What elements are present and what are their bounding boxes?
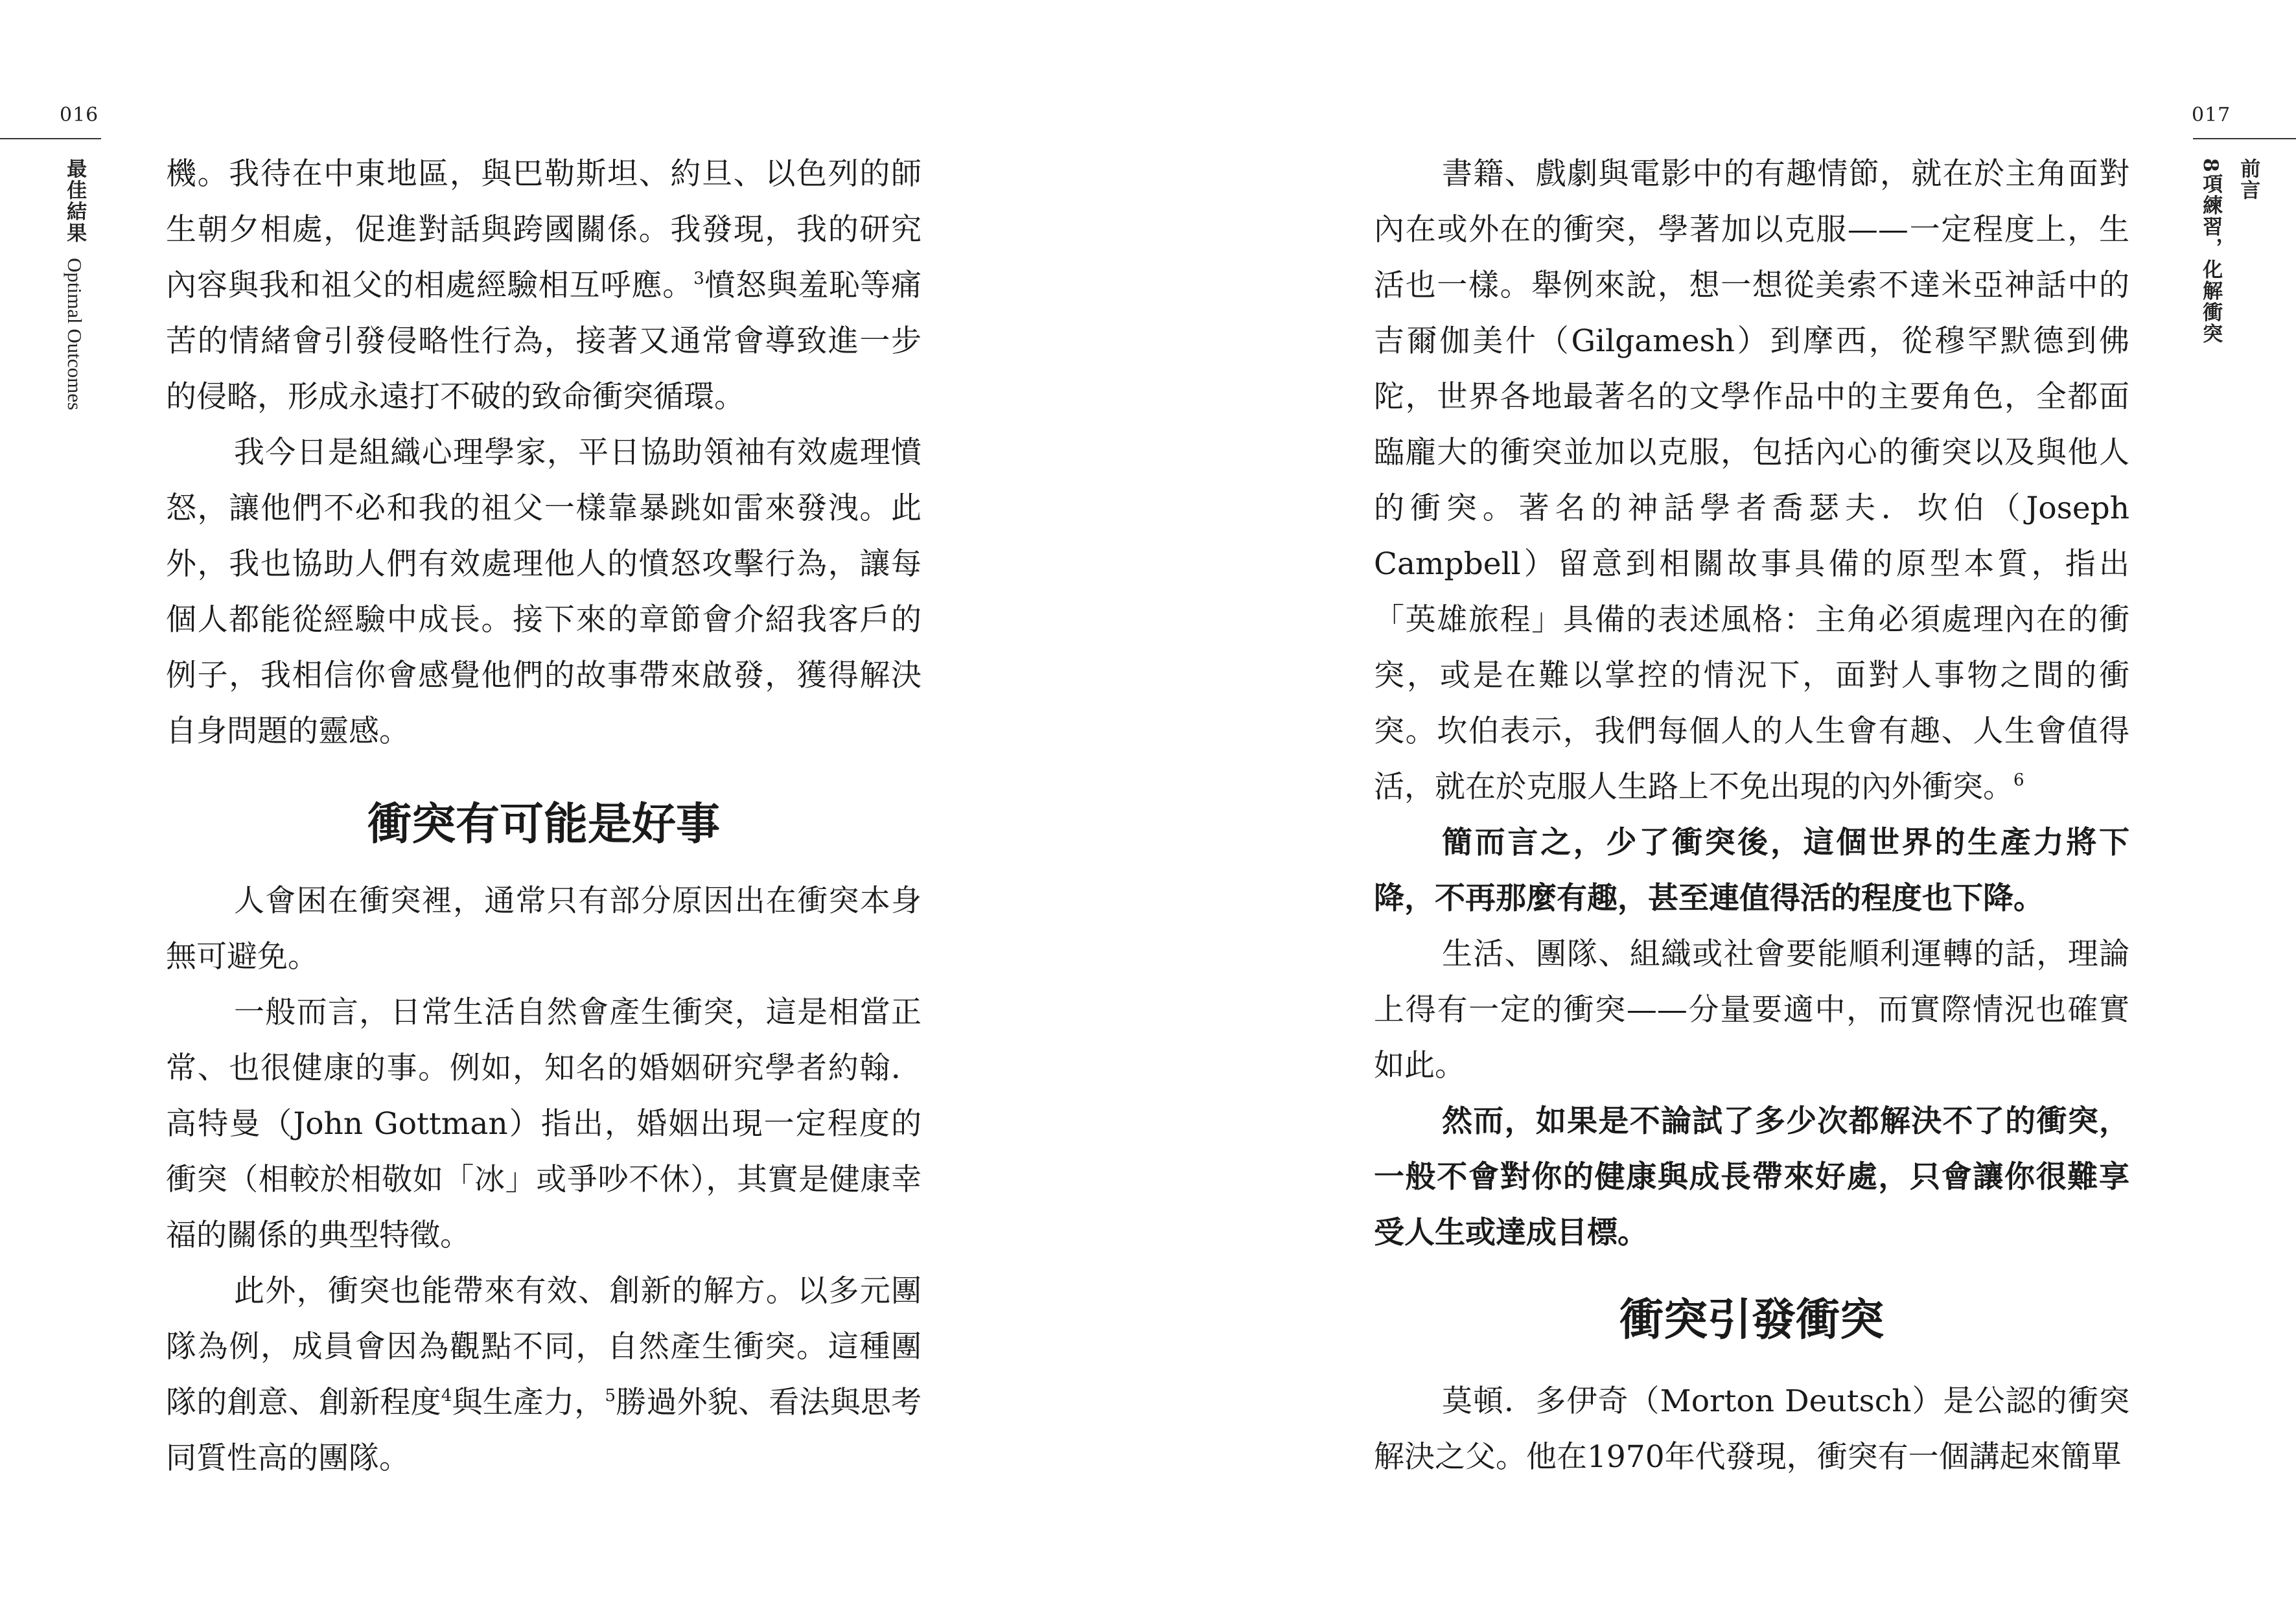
paragraph: 機。我待在中東地區，與巴勒斯坦、約旦、以色列的師生朝夕相處，促進對話與跨國關係。我發現，我的研究內容與我和祖父的相處經驗相互呼應。$^3$憤怒與羞恥等痛苦的情緒會引發侵略性行為，接著又通常會導致進一步的侵略，形成永遠打不破的致命衝突循環。 [166,156,922,415]
paragraph: 書籍、戲劇與電影中的有趣情節，就在於主角面對內在或外在的衝突，學著加以克服——一定程度上，生活也一樣。舉例來說，想一想從美索不達米亞神話中的吉爾伽美什（Gilgamesh）到摩西，從穆罕默德到佛陀，世界各地最著名的文學作品中的主要角色，全都面臨龐大的衝突並加以克服，包括內心的衝突以及與他人的衝突。著名的神話學者喬瑟夫．坎伯（Joseph Campbell）留意到相關故事具備的原型本質，指出「英雄旅程」具備的表述風格：主角必須處理內在的衝突，或是在難以掌控的情況下，面對人事物之間的衝突。坎伯表示，我們每個人的人生會有趣、人生會值得活，就在於克服人生路上不免出現的內外衝突。$^6$ [1374,156,2129,805]
book-subtitle: 8項練習，化解衝突 [2199,158,2223,345]
paragraph: 一般而言，日常生活自然會產生衝突，這是相當正常、也很健康的事。例如，知名的婚姻研究學者約翰．高特曼（John Gottman）指出，婚姻出現一定程度的衝突（相較於相敬如「冰」或爭吵不休），其實是健康幸福的關係的典型特徵。 [166,995,922,1253]
running-head [64,158,86,410]
chapter-title: 前言 [2236,158,2260,201]
paragraph: 我今日是組織心理學家，平日協助領袖有效處理憤怒，讓他們不必和我的祖父一樣靠暴跳如雷來發洩。此外，我也協助人們有效處理他人的憤怒攻擊行為，讓每個人都能從經驗中成長。接下來的章節會介紹我客戶的例子，我相信你會感覺他們的故事帶來啟發，獲得解決自身問題的靈感。 [166,435,922,749]
page-number: 017 [2192,104,2231,126]
header-rule [0,138,101,139]
paragraph: 莫頓．多伊奇（Morton Deutsch）是公認的衝突解決之父。他在1970年代發現，衝突有一個講起來簡單 [1374,1383,2129,1475]
footnote-ref: 6 [2013,770,2024,790]
running-head [2199,158,2259,345]
page-number: 016 [60,104,99,126]
footnote-ref: 5 [605,1386,616,1405]
section-heading: 衝突有可能是好事 [367,798,720,850]
book-subtitle: Optimal Outcomes [64,258,87,411]
body-text [166,146,922,1486]
paragraph: 生活、團隊、組織或社會要能順利運轉的話，理論上得有一定的衝突——分量要適中，而實際情況也確實如此。 [1374,936,2129,1083]
bold-paragraph: 然而，如果是不論試了多少次都解決不了的衝突，一般不會對你的健康與成長帶來好處，只會讓你很難享受人生或達成目標。 [1374,1104,2129,1251]
header-rule [2193,138,2296,139]
section-heading: 衝突引發衝突 [1619,1294,1884,1346]
footnote-ref: 4 [441,1386,452,1405]
book-title: 最佳結果 [63,158,87,244]
bold-paragraph: 簡而言之，少了衝突後，這個世界的生產力將下降，不再那麼有趣，甚至連值得活的程度也下降。 [1374,825,2129,916]
right-page [1148,0,2296,1607]
body-text [1374,146,2129,1485]
paragraph: 此外，衝突也能帶來有效、創新的解方。以多元團隊為例，成員會因為觀點不同，自然產生衝突。這種團隊的創意、創新程度$^4$與生產力，$^5$勝過外貌、看法與思考同質性高的團隊。 [166,1273,922,1476]
paragraph: 人會困在衝突裡，通常只有部分原因出在衝突本身無可避免。 [166,883,922,975]
footnote-ref: 3 [693,269,704,288]
